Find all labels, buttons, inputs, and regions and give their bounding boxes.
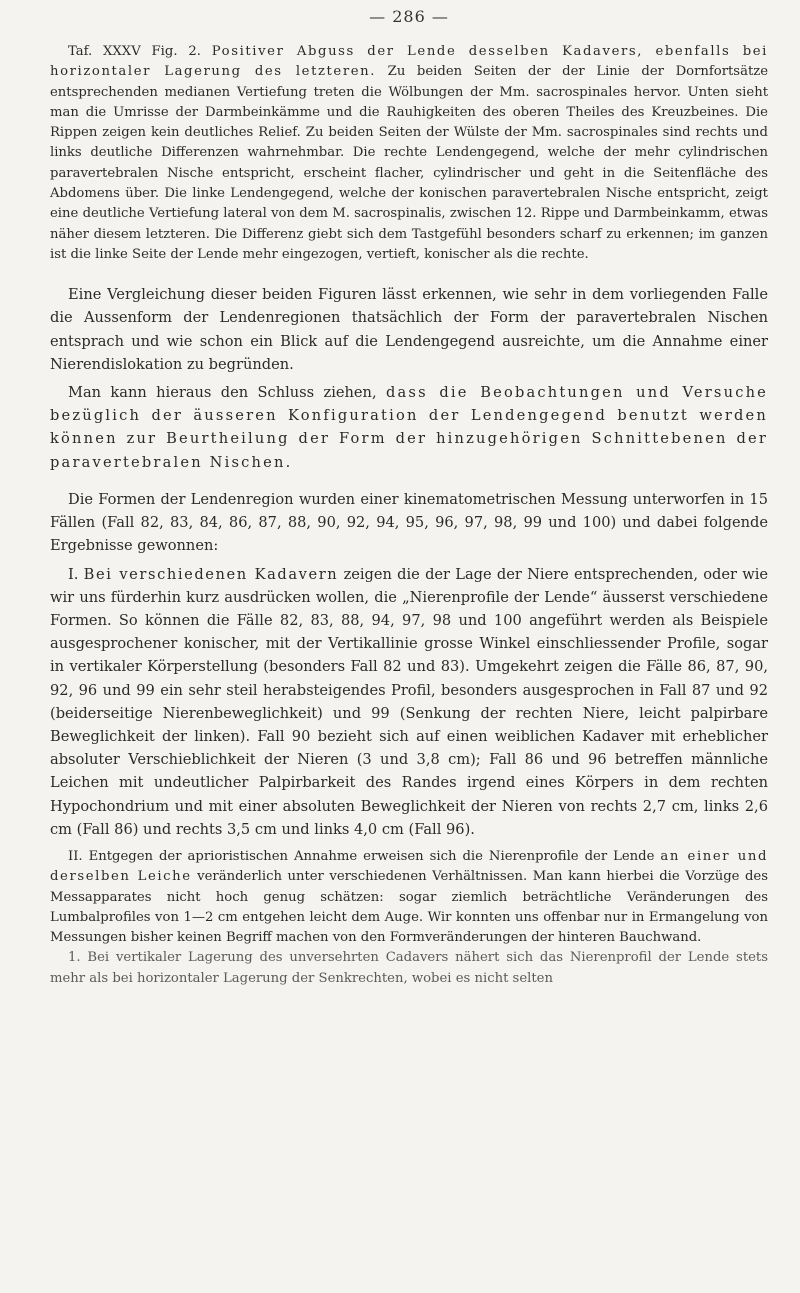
conclusion-spaced: dass die Beobachtungen und Versuche bezüglich der äusseren Konfiguration der Lendengegend benutzt werden können zur Beurtheilung der Form der hinzugehörigen Schnittebenen der paravertebralen Nischen. — [50, 384, 769, 471]
caption-lead: Taf. XXXV Fig. 2. — [68, 44, 201, 59]
finding-2-spaced: an einer und derselben Leiche — [50, 848, 768, 885]
paragraph-comparison: Eine Vergleichung dieser beiden Figuren lässt erkennen, wie sehr in dem vorliegenden Falle die Aussenform der Lendenregionen thatsächlich der Form der paravertebralen Nischen entsprach und wie schon ein Blick auf die Lendengegend ausreichte, um die Annahme einer Nierendislokation zu begründen. — [50, 286, 768, 373]
figure-caption — [50, 42, 768, 265]
caption-lead-spaced: Positiver Abguss der Lende desselben Kadavers, ebenfalls bei horizontaler Lagerung des letzteren. — [50, 44, 768, 80]
paragraph-finding-2-1: 1. Bei vertikaler Lagerung des unversehrten Cadavers nähert sich das Nierenprofil der Lende stets mehr als bei horizontaler Lagerung der Senkrechten, wobei es nicht selten — [50, 950, 768, 986]
finding-2-text: veränderlich unter verschiedenen Verhältnissen. Man kann hierbei die Vorzüge des Messapparates nicht hoch genug schätzen: sogar ziemlich beträchtliche Veränderungen des Lumbalprofiles von 1—2 cm entgehen leicht dem Auge. Wir konnten uns offenbar nur in Ermangelung von Messungen bisher keinen Begriff machen von den Formveränderungen der hinteren Bauchwand. — [50, 869, 768, 946]
finding-1-text: zeigen die der Lage der Niere entsprechenden, oder wie wir uns fürderhin kurz ausdrücken wollen, die „Nierenprofile der Lende“ äusserst verschiedene Formen. So können die Fälle 82, 83, 88, 94, 97, 98 und 100 angeführt werden als Beispiele ausgesprochener konischer, mit der Vertikallinie grosse Winkel einschliessender Profile, sogar in vertikaler Körperstellung (besonders Fall 82 und 83). Umgekehrt zeigen die Fälle 86, 87, 90, 92, 96 und 99 ein sehr steil herabsteigendes Profil, besonders ausgesprochen in Fall 87 und 92 (beiderseitige Nierenbeweglichkeit) und 99 (Senkung der rechten Niere, leicht palpirbare Beweglichkeit der linken). Fall 90 bezieht sich auf einen weiblichen Kadaver mit erheblicher absoluter Verschieblichkeit der Nieren (3 und 3,8 cm); Fall 86 und 96 betreffen männliche Leichen mit undeutlicher Palpirbarkeit des Randes irgend eines Körpers in dem rechten Hypochondrium und mit einer absoluten Beweglichkeit der Nieren von rechts 2,7 cm, links 2,6 cm (Fall 86) und rechts 3,5 cm und links 4,0 cm (Fall 96). — [50, 565, 768, 838]
finding-1-number: I. — [68, 565, 79, 583]
paragraph-finding-1 — [50, 563, 768, 841]
page-number: — 286 — — [369, 7, 449, 26]
finding-1-spaced: Bei verschiedenen Kadavern — [83, 565, 339, 583]
finding-2-lead: II. Entgegen der aprioristischen Annahme erweisen sich die Nierenprofile der Lende — [68, 848, 655, 864]
conclusion-lead: Man kann hieraus den Schluss ziehen, — [68, 384, 377, 402]
paragraph-conclusion — [50, 381, 768, 474]
paragraph-measurement: Die Formen der Lendenregion wurden einer kinematometrischen Messung unterworfen in 15 Fällen (Fall 82, 83, 84, 86, 87, 88, 90, 92, 94, 95, 96, 97, 98, 99 und 100) und dabei folgende Ergebnisse gewonnen: — [50, 490, 768, 555]
caption-text: Zu beiden Seiten der der Linie der Dornfortsätze entsprechenden medianen Vertiefung treten die Wölbungen der Mm. sacrospinales hervor. Unten sieht man die Umrisse der Darmbeinkämme und die Rauhigkeiten des oberen Theiles des Kreuzbeines. Die Rippen zeigen kein deutliches Relief. Zu beiden Seiten der Wülste der Mm. sacrospinales sind rechts und links deutliche Differenzen wahrnehmbar. Die rechte Lendengegend, welche der mehr cylindrischen paravertebralen Nische entspricht, erscheint flacher, cylindrischer und geht in die Seitenfläche des Abdomens über. Die linke Lendengegend, welche der konischen paravertebralen Nische entspricht, zeigt eine deutliche Vertiefung lateral von dem M. sacrospinalis, zwischen 12. Rippe und Darmbeinkamm, etwas näher diesem letzteren. Die Differenz giebt sich dem Tastgefühl besonders scharf zu erkennen; im ganzen ist die linke Seite der Lende mehr eingezogen, vertieft, konischer als die rechte. — [50, 64, 768, 262]
paragraph-finding-2 — [50, 847, 768, 948]
